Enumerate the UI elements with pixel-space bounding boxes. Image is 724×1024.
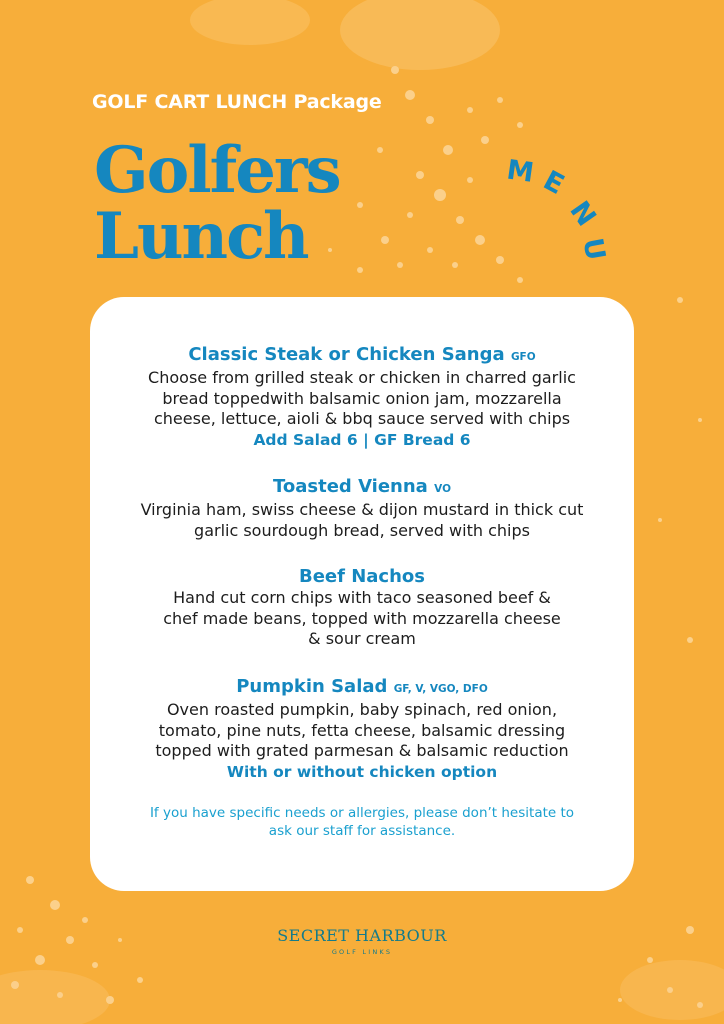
description-line: topped with grated parmesan & balsamic reduction bbox=[155, 741, 569, 760]
description-line: chef made beans, topped with mozzarella cheese bbox=[163, 608, 561, 628]
title-line-2: Lunch bbox=[94, 199, 308, 274]
brand-logo bbox=[262, 926, 462, 956]
item-description bbox=[90, 500, 634, 541]
menu-item bbox=[90, 676, 634, 783]
menu-letter-n: N bbox=[563, 195, 602, 233]
menu-item bbox=[90, 566, 634, 650]
menu-item bbox=[90, 476, 634, 541]
item-title bbox=[90, 566, 634, 588]
menu-letter-e: E bbox=[538, 164, 570, 201]
menu-letter-u: U bbox=[576, 235, 611, 263]
logo-name: SECRET HARBOUR bbox=[277, 926, 447, 945]
title-line-1: Golfers bbox=[94, 133, 340, 208]
item-description bbox=[90, 700, 634, 762]
item-description bbox=[90, 588, 634, 650]
menu-arc-heading bbox=[495, 140, 635, 270]
page-title bbox=[94, 133, 340, 274]
note-line: If you have specific needs or allergies, please don’t hesitate to bbox=[149, 805, 575, 821]
item-name: Beef Nachos bbox=[298, 566, 425, 587]
item-title bbox=[90, 476, 634, 500]
description-line: garlic sourdough bread, served with chips bbox=[194, 520, 530, 540]
logo-subtitle: GOLF LINKS bbox=[331, 948, 393, 956]
menu-card bbox=[90, 297, 634, 891]
dietary-tag: GFO bbox=[510, 351, 536, 363]
dietary-tag: GF, V, VGO, DFO bbox=[393, 683, 488, 695]
note-line: ask our staff for assistance. bbox=[268, 823, 456, 839]
description-line: Hand cut corn chips with taco seasoned beef & bbox=[173, 588, 551, 607]
description-line: tomato, pine nuts, fetta cheese, balsamic dressing bbox=[158, 720, 566, 740]
menu-item bbox=[90, 344, 634, 451]
description-line: cheese, lettuce, aioli & bbq sauce served with chips bbox=[153, 409, 571, 428]
item-name: Classic Steak or Chicken Sanga bbox=[188, 344, 505, 365]
menu-letter-m: M bbox=[504, 154, 536, 189]
item-description bbox=[90, 368, 634, 430]
package-label-rest: Package bbox=[293, 91, 382, 113]
description-line: & sour cream bbox=[308, 629, 416, 648]
package-label-bold: GOLF CART LUNCH bbox=[92, 91, 288, 113]
description-line: bread toppedwith balsamic onion jam, mozzarella bbox=[162, 388, 562, 408]
item-title bbox=[90, 344, 634, 368]
item-name: Pumpkin Salad bbox=[236, 676, 388, 697]
allergy-note bbox=[120, 804, 604, 840]
description-line: Choose from grilled steak or chicken in charred garlic bbox=[148, 368, 576, 387]
item-name: Toasted Vienna bbox=[272, 476, 428, 497]
item-title bbox=[90, 676, 634, 700]
item-extras: With or without chicken option bbox=[226, 762, 498, 781]
description-line: Virginia ham, swiss cheese & dijon mustard in thick cut bbox=[140, 500, 584, 519]
package-label bbox=[92, 91, 382, 113]
item-extras: Add Salad 6 | GF Bread 6 bbox=[253, 430, 471, 449]
description-line: Oven roasted pumpkin, baby spinach, red onion, bbox=[166, 700, 558, 719]
dietary-tag: VO bbox=[434, 483, 451, 495]
